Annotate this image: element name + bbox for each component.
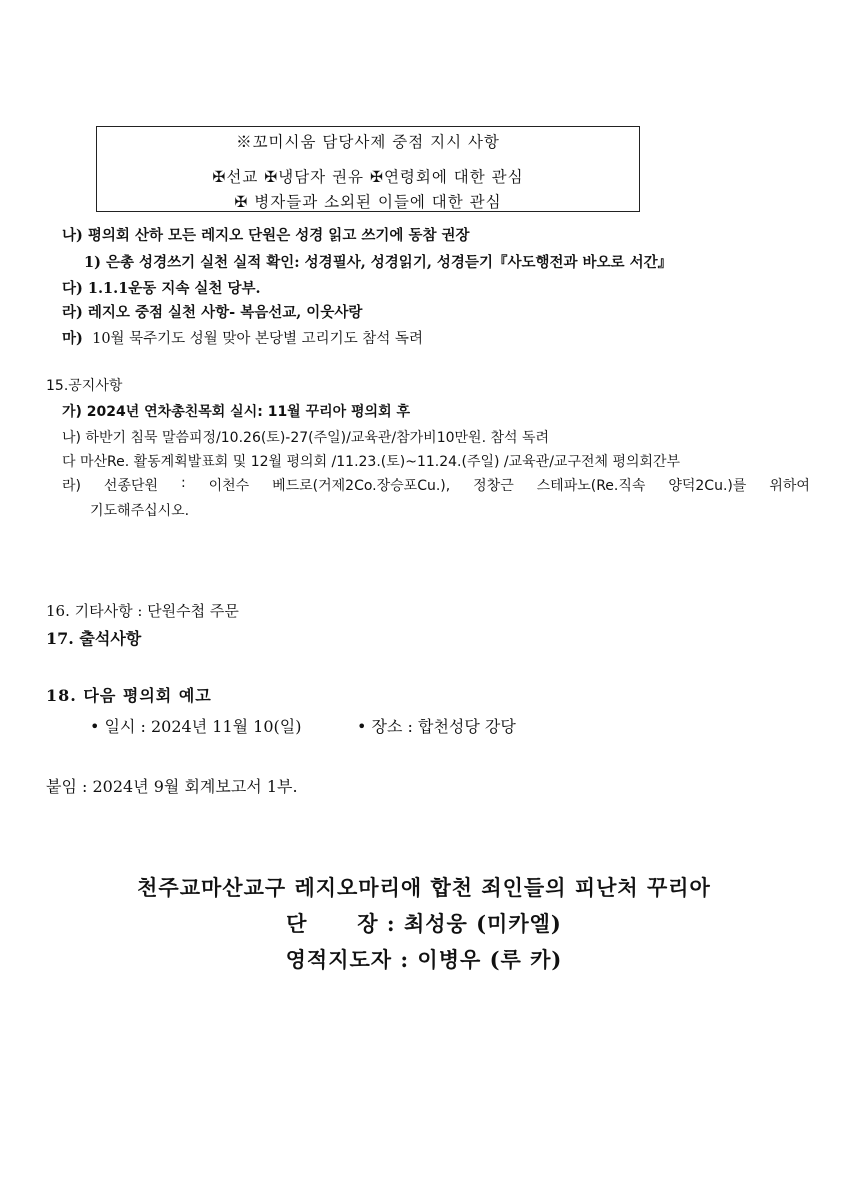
instruction-box-line-2: ✠선교 ✠냉담자 권유 ✠연령회에 대한 관심 — [212, 168, 524, 186]
notice-ra-part: 라) — [62, 478, 81, 494]
signature-leader: 단 장 : 최성웅 (미카엘) — [286, 911, 562, 936]
item-da-movement: 다) 1.1.1운동 지속 실천 당부. — [62, 280, 261, 297]
section-18-heading: 18. 다음 평의회 예고 — [46, 686, 212, 705]
notice-ra-part: 위하여 — [769, 478, 810, 494]
item-ma-text: 10월 묵주기도 성월 맞아 본당별 고리기도 참석 독려 — [92, 331, 423, 347]
notice-ra-part: : — [180, 475, 186, 491]
notice-ra — [62, 475, 810, 495]
attachment-note: 붙임 : 2024년 9월 회계보고서 1부. — [46, 777, 298, 796]
item-ma-rosary — [62, 327, 423, 348]
notice-ra-part: 이천수 — [208, 478, 250, 494]
notice-da: 다 마산Re. 활동계획발표회 및 12월 평의회 /11.23.(토)~11.24.(주일) /교육관/교구전체 평의회간부 — [62, 454, 681, 470]
section-15-heading: 15.공지사항 — [46, 378, 123, 394]
signature-spiritual-director: 영적지도자 : 이병우 (루 카) — [285, 947, 563, 972]
signature-organization: 천주교마산교구 레지오마리애 합천 죄인들의 피난처 꾸리아 — [137, 875, 711, 900]
next-meeting-place: • 장소 : 합천성당 강당 — [357, 717, 516, 736]
notice-ra-part: 정창근 — [473, 478, 514, 494]
notice-ra-part: 스테파노(Re.직속 — [536, 478, 646, 494]
next-meeting-date: • 일시 : 2024년 11월 10(일) — [90, 717, 302, 736]
item-ra-practice: 라) 레지오 중점 실천 사항- 복음선교, 이웃사랑 — [62, 304, 363, 321]
notice-ra-part: 선종단원 — [103, 478, 159, 494]
section-17-attendance: 17. 출석사항 — [46, 629, 142, 648]
notice-na: 나) 하반기 침묵 말씀피정/10.26(토)-27(주일)/교육관/참가비10만원. 참석 독려 — [62, 430, 550, 446]
notice-ra-part: 양덕2Cu.)를 — [668, 478, 747, 494]
section-16-other: 16. 기타사항 : 단원수첩 주문 — [46, 602, 239, 620]
notice-ra-part: 베드로(거제2Co.장승포Cu.), — [272, 478, 451, 494]
instruction-box-title: ※꼬미시움 담당사제 중점 지시 사항 — [236, 133, 500, 151]
item-na-bible: 나) 평의회 산하 모든 레지오 단원은 성경 읽고 쓰기에 동참 권장 — [62, 227, 470, 244]
notice-ga: 가) 2024년 연차총친목회 실시: 11월 꾸리아 평의회 후 — [62, 404, 410, 420]
instruction-box — [96, 126, 640, 212]
notice-ra-continued: 기도해주십시오. — [90, 503, 190, 519]
item-na-sub-1: 1) 은총 성경쓰기 실천 실적 확인: 성경필사, 성경읽기, 성경듣기『사도행전과 바오로 서간』 — [84, 254, 673, 271]
instruction-box-line-3: ✠ 병자들과 소외된 이들에 대한 관심 — [234, 193, 502, 211]
item-ma-prefix: 마) — [62, 330, 83, 347]
